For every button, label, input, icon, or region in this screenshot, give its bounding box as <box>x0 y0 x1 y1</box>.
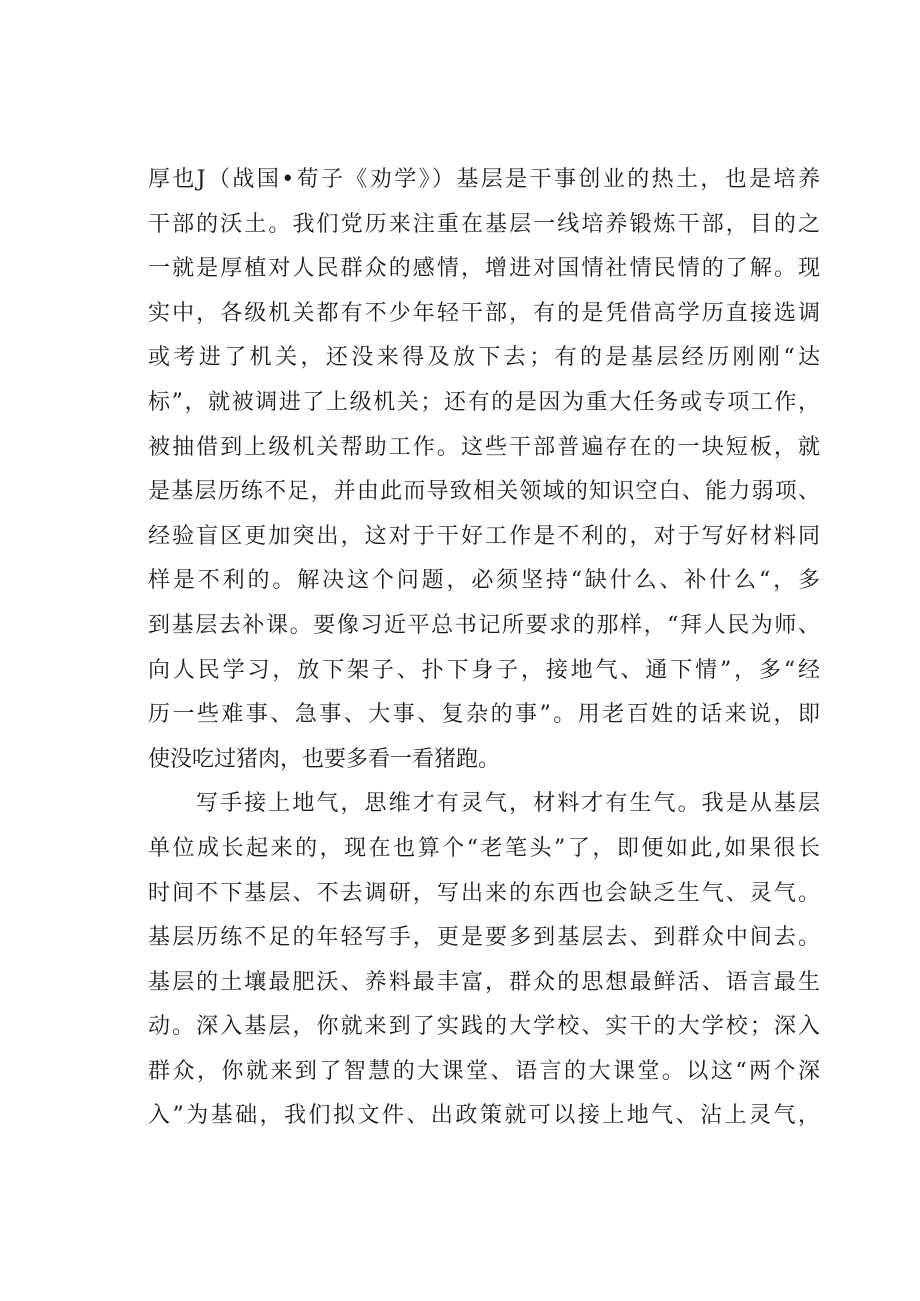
text-line: 标”，就被调进了上级机关；还有的是因为重大任务或专项工作， <box>148 389 820 415</box>
text-line: 是基层历练不足，并由此而导致相关领域的知识空白、能力弱项、 <box>148 479 820 505</box>
text-line: 向人民学习，放下架子、扑下身子，接地气、通下情”，多“经 <box>148 657 820 683</box>
text-line: 基层的土壤最肥沃、养料最丰富，群众的思想最鲜活、语言最生 <box>148 969 820 995</box>
text-line: 动。深入基层，你就来到了实践的大学校、实干的大学校；深入 <box>148 1014 820 1040</box>
body-text <box>148 158 820 1139</box>
text-line: 或考进了机关，还没来得及放下去；有的是基层经历刚刚“达 <box>148 345 820 371</box>
text-line: 写手接上地气，思维才有灵气，材料才有生气。我是从基层 <box>196 791 820 817</box>
text-line: 样是不利的。解决这个问题，必须坚持“缺什么、补什么“，多 <box>148 568 820 594</box>
text-line: 入”为基础，我们拟文件、出政策就可以接上地气、沾上灵气， <box>148 1103 820 1129</box>
text-line: 到基层去补课。要像习近平总书记所要求的那样，“拜人民为师、 <box>148 612 820 638</box>
text-line: 历一些难事、急事、大事、复杂的事”。用老百姓的话来说，即 <box>148 702 820 728</box>
text-line: 厚也J（战国•荀子《劝学》）基层是干事创业的热土，也是培养 <box>148 167 820 192</box>
text-line: 经验盲区更加突出，这对于干好工作是不利的，对于写好材料同 <box>148 523 820 549</box>
text-line: 一就是厚植对人民群众的感情，增进对国情社情民情的了解。现 <box>148 256 820 282</box>
text-line: 干部的沃土。我们党历来注重在基层一线培养锻炼干部，目的之 <box>148 211 820 237</box>
text-line: 单位成长起来的，现在也算个“老笔头”了，即便如此,如果很长 <box>148 835 820 861</box>
text-line: 使没吃过猪肉，也要多看一看猪跑。 <box>148 746 501 772</box>
text-line: 时间不下基层、不去调研，写出来的东西也会缺乏生气、灵气。 <box>148 880 820 906</box>
text-line: 被抽借到上级机关帮助工作。这些干部普遍存在的一块短板，就 <box>148 434 820 460</box>
paragraph-1 <box>148 158 820 782</box>
text-line: 基层历练不足的年轻写手，更是要多到基层去、到群众中间去。 <box>148 925 820 951</box>
text-line: 群众，你就来到了智慧的大课堂、语言的大课堂。以这“两个深 <box>148 1058 820 1084</box>
text-line: 实中，各级机关都有不少年轻干部，有的是凭借高学历直接选调 <box>148 300 820 326</box>
paragraph-2 <box>148 782 820 1139</box>
